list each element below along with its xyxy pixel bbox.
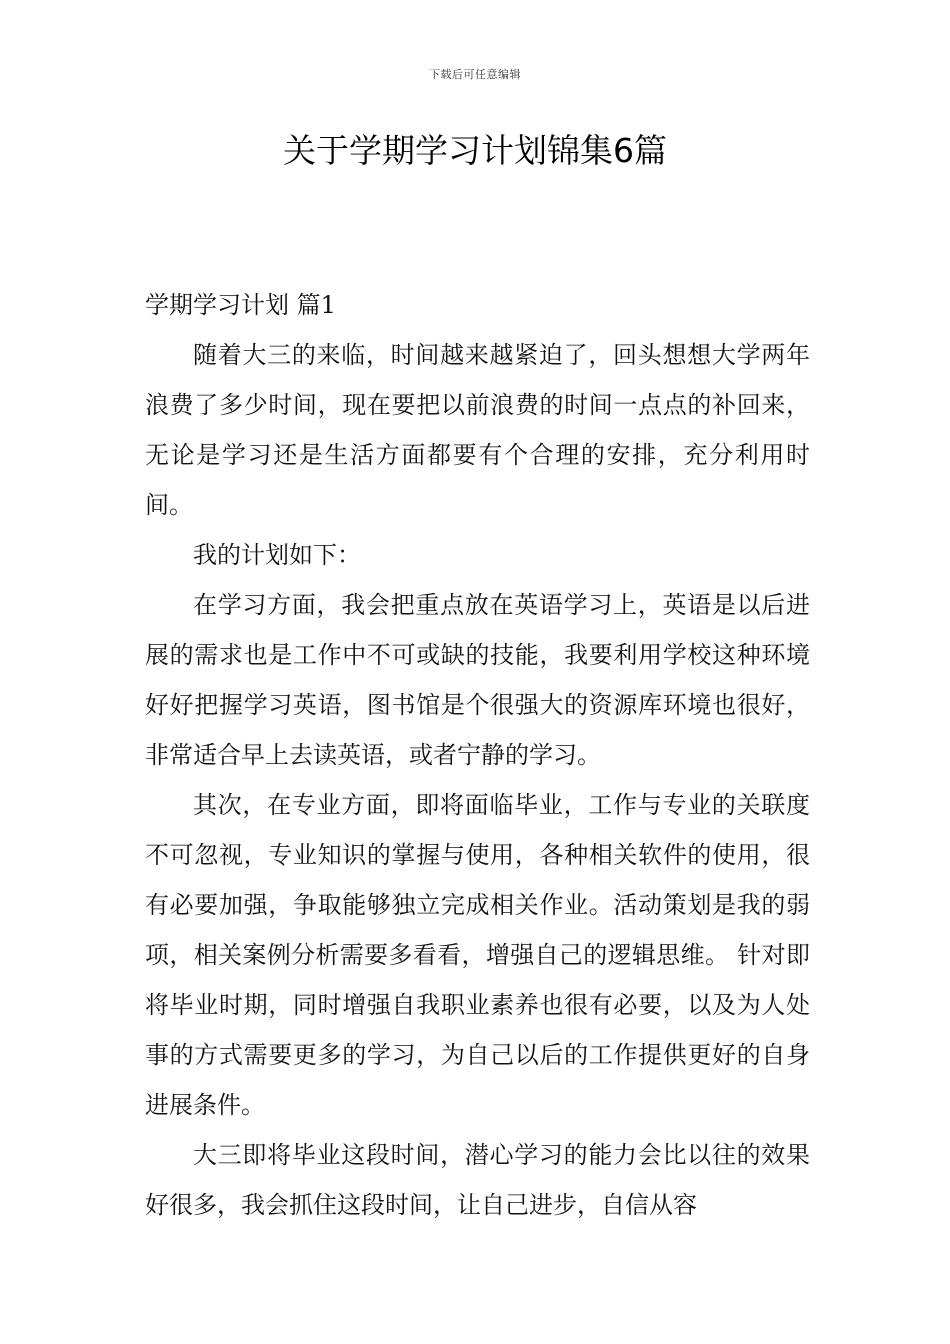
paragraph-2: 我的计划如下： <box>193 541 361 569</box>
paragraph-4: 其次，在专业方面，即将面临毕业，工作与专业的关联度不可忽视，专业知识的掌握与使用，各种相关软件的使用，很有必要加强，争取能够独立完成相关作业。活动策划是我的弱项，相关案例分析需要多看看，增强自己的逻辑思维。 针对即将毕业时期，同时增强自我职业素养也很有必要，以及为人处事的方式需要更多的学习，为自己以后的工作提供更好的自身进展条件。 <box>145 791 810 1119</box>
header-note: 下载后可任意编辑 <box>429 68 521 81</box>
section-heading: 学期学习计划 篇1 <box>145 291 336 319</box>
paragraph-3: 在学习方面，我会把重点放在英语学习上，英语是以后进展的需求也是工作中不可或缺的技能，我要利用学校这种环境好好把握学习英语，图书馆是个很强大的资源库环境也很好，非常适合早上去读英语，或者宁静的学习。 <box>145 591 810 769</box>
paragraph-5: 大三即将毕业这段时间，潜心学习的能力会比以往的效果好很多，我会抓住这段时间，让自己进步，自信从容 <box>145 1141 810 1219</box>
paragraph-1: 随着大三的来临，时间越来越紧迫了，回头想想大学两年浪费了多少时间，现在要把以前浪费的时间一点点的补回来，无论是学习还是生活方面都要有个合理的安排，充分利用时间。 <box>145 341 810 519</box>
document-title: 关于学期学习计划锦集6篇 <box>283 131 667 170</box>
document-body <box>145 280 810 1230</box>
